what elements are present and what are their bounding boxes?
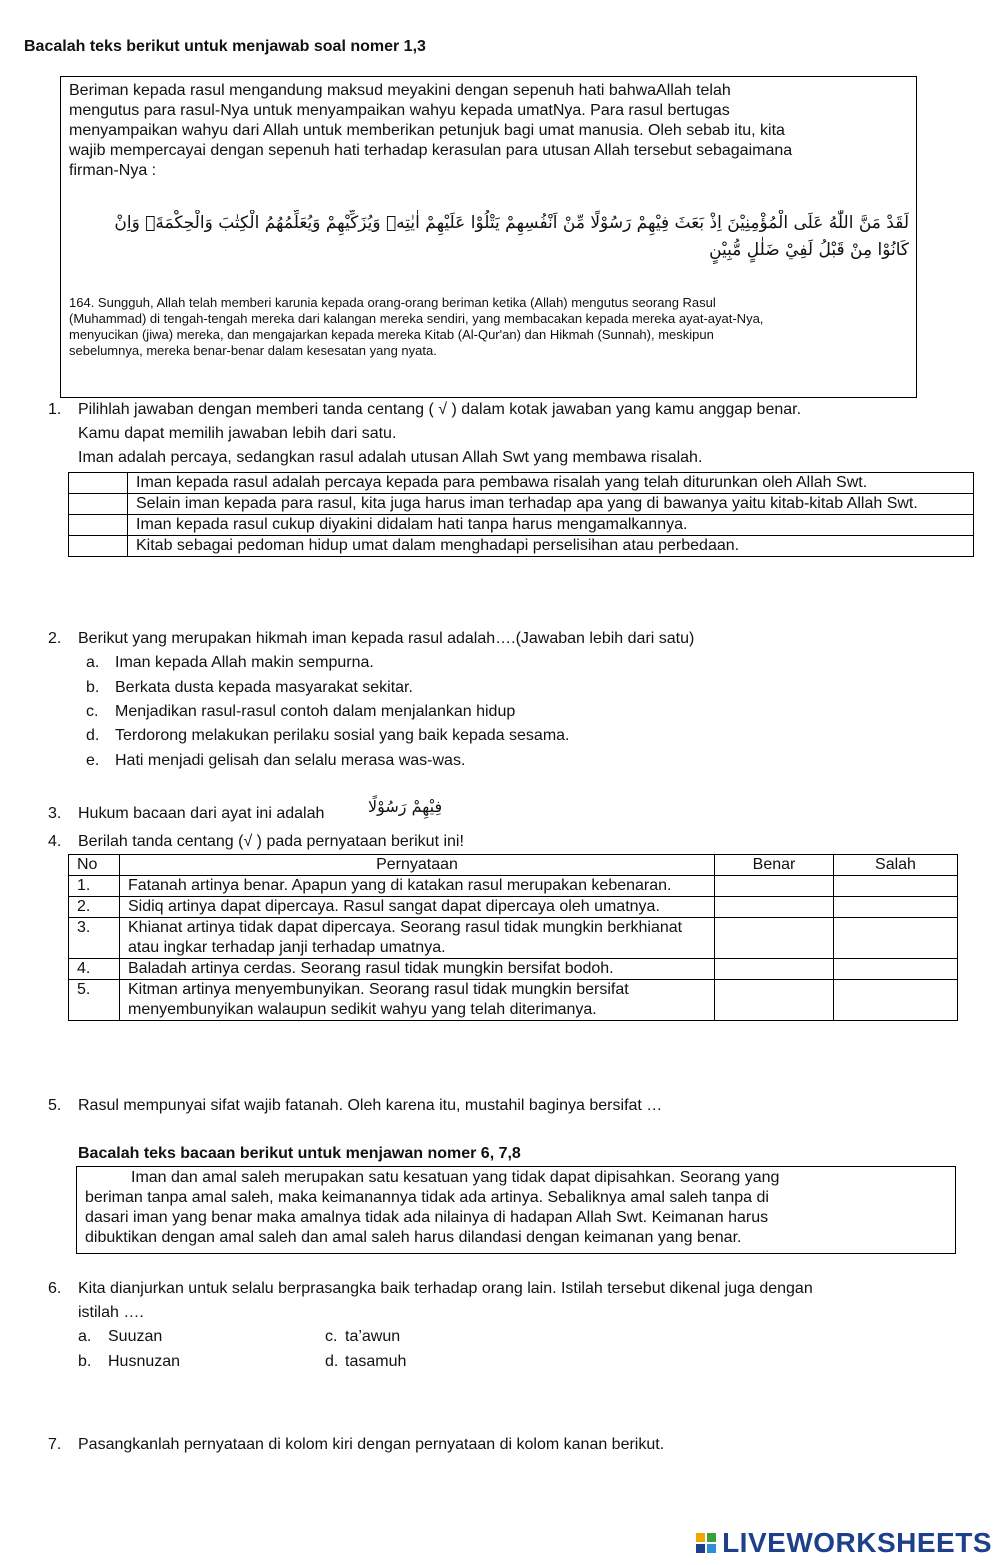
question-6-text — [78, 1279, 978, 1323]
true-checkbox-cell[interactable] — [715, 918, 834, 959]
table-row — [69, 473, 974, 494]
question-line: Iman adalah percaya, sedangkan rasul adalah utusan Allah Swt yang membawa risalah. — [78, 449, 703, 466]
option-text[interactable]: Iman kepada Allah makin sempurna. — [115, 654, 374, 671]
option-letter: d. — [325, 1353, 339, 1370]
question-2-text: Berikut yang merupakan hikmah iman kepada rasul adalah….(Jawaban lebih dari satu) — [78, 630, 695, 647]
checkbox-cell[interactable] — [69, 515, 128, 536]
reading-passage-1 — [60, 76, 917, 398]
question-5-text: Rasul mempunyai sifat wajib fatanah. Oleh karena itu, mustahil baginya bersifat … — [78, 1097, 663, 1114]
true-checkbox-cell[interactable] — [715, 959, 834, 980]
false-checkbox-cell[interactable] — [834, 959, 958, 980]
row-number: 4. — [69, 959, 120, 980]
passage-line: dasari iman yang benar maka amalnya tidak ada nilainya di hadapan Allah Swt. Keimanan harus — [85, 1209, 769, 1226]
question-7-text: Pasangkanlah pernyataan di kolom kiri dengan pernyataan di kolom kanan berikut. — [78, 1436, 665, 1453]
question-line: Pilihlah jawaban dengan memberi tanda centang ( √ ) dalam kotak jawaban yang kamu anggap benar. — [78, 401, 802, 418]
option-text[interactable]: Hati menjadi gelisah dan selalu merasa was-was. — [115, 752, 466, 769]
false-checkbox-cell[interactable] — [834, 897, 958, 918]
liveworksheets-logo-icon — [696, 1533, 716, 1553]
option-letter: c. — [325, 1328, 338, 1345]
option-text[interactable]: Berkata dusta kepada masyarakat sekitar. — [115, 679, 413, 696]
option-letter: b. — [86, 679, 100, 696]
verse-translation — [69, 295, 914, 359]
statement-text: Sidiq artinya dapat dipercaya. Rasul sangat dapat dipercaya oleh umatnya. — [120, 897, 715, 918]
column-header-no: No — [69, 855, 120, 876]
question-4-number: 4. — [48, 833, 62, 850]
passage-line: Iman dan amal saleh merupakan satu kesatuan yang tidak dapat dipisahkan. Seorang yang — [131, 1169, 780, 1186]
logo-square — [707, 1544, 716, 1553]
true-checkbox-cell[interactable] — [715, 876, 834, 897]
question-6-number: 6. — [48, 1280, 62, 1297]
question-1-number: 1. — [48, 401, 62, 418]
translation-line: (Muhammad) di tengah-tengah mereka dari kalangan mereka sendiri, yang membacakan kepada mereka ayat-ayat-Nya, — [69, 311, 764, 326]
logo-square — [696, 1544, 705, 1553]
passage-line: beriman tanpa amal saleh, maka keimanannya tidak ada artinya. Sebaliknya amal saleh tanpa di — [85, 1189, 769, 1206]
false-checkbox-cell[interactable] — [834, 980, 958, 1021]
passage-line: wajib mempercayai dengan sepenuh hati terhadap kerasulan para utusan Allah tersebut sebagaimana — [69, 142, 793, 159]
row-number: 5. — [69, 980, 120, 1021]
option-letter: e. — [86, 752, 100, 769]
statement-text: Fatanah artinya benar. Apapun yang di katakan rasul merupakan kebenaran. — [120, 876, 715, 897]
section-heading-1: Bacalah teks berikut untuk menjawab soal nomer 1,3 — [24, 38, 426, 55]
question-2-number: 2. — [48, 630, 62, 647]
translation-line: 164. Sungguh, Allah telah memberi karunia kepada orang-orang beriman ketika (Allah) mengutus seorang Rasul — [69, 295, 716, 310]
column-header-statement: Pernyataan — [120, 855, 715, 876]
question-7-number: 7. — [48, 1436, 62, 1453]
logo-square — [707, 1533, 716, 1542]
checkbox-cell[interactable] — [69, 473, 128, 494]
question-3-number: 3. — [48, 805, 62, 822]
table-row — [69, 515, 974, 536]
table-row — [69, 876, 958, 897]
statement-text: Khianat artinya tidak dapat dipercaya. Seorang rasul tidak mungkin berkhianat atau ingkar terhadap janji terhadap umatnya. — [120, 918, 715, 959]
quran-verse-line-1: لَقَدْ مَنَّ اللّٰهُ عَلَى الْمُؤْمِنِيْنَ اِذْ بَعَثَ فِيْهِمْ رَسُوْلًا مِّنْ اَنْفُسِهِمْ يَتْلُوْا عَلَيْهِمْ اٰيٰتِهٖ وَيُزَكِّيْهِمْ وَيُعَلِّمُهُمُ الْكِتٰبَ وَالْحِكْمَةَۚ وَاِنْ — [114, 213, 909, 233]
question-line: Kita dianjurkan untuk selalu berprasangka baik terhadap orang lain. Istilah tersebut dikenal juga dengan — [78, 1280, 813, 1297]
option-text: Iman kepada rasul adalah percaya kepada para pembawa risalah yang telah diturunkan oleh Allah Swt. — [128, 473, 974, 494]
false-checkbox-cell[interactable] — [834, 918, 958, 959]
passage-line: Beriman kepada rasul mengandung maksud meyakini dengan sepenuh hati bahwaAllah telah — [69, 82, 731, 99]
row-number: 1. — [69, 876, 120, 897]
table-row — [69, 959, 958, 980]
option-text[interactable]: tasamuh — [345, 1353, 407, 1370]
true-false-table — [68, 854, 958, 1021]
table-row — [69, 897, 958, 918]
checkbox-cell[interactable] — [69, 494, 128, 515]
option-letter: d. — [86, 727, 100, 744]
question-line: Kamu dapat memilih jawaban lebih dari satu. — [78, 425, 397, 442]
table-row — [69, 536, 974, 557]
option-text[interactable]: Husnuzan — [108, 1353, 181, 1370]
table-header-row — [69, 855, 958, 876]
quran-verse-line-2: كَانُوْا مِنْ قَبْلُ لَفِيْ ضَلٰلٍ مُّبِيْنٍ — [709, 240, 909, 260]
option-text: Iman kepada rasul cukup diyakini didalam hati tanpa harus mengamalkannya. — [128, 515, 974, 536]
reading-passage-2 — [76, 1166, 956, 1254]
question-3-text: Hukum bacaan dari ayat ini adalah — [78, 805, 325, 822]
logo-square — [696, 1533, 705, 1542]
checkbox-cell[interactable] — [69, 536, 128, 557]
translation-line: sebelumnya, mereka benar-benar dalam kesesatan yang nyata. — [69, 343, 437, 358]
column-header-false: Salah — [834, 855, 958, 876]
question-line: istilah …. — [78, 1304, 144, 1321]
passage-line: menyampaikan wahyu dari Allah untuk memberikan petunjuk bagi umat manusia. Oleh sebab itu, kita — [69, 122, 785, 139]
question-1-options-table — [68, 472, 974, 557]
table-row — [69, 980, 958, 1021]
passage-line: dibuktikan dengan amal saleh dan amal saleh harus dilandasi dengan keimanan yang benar. — [85, 1229, 742, 1246]
option-letter: b. — [78, 1353, 92, 1370]
question-1-text — [78, 400, 978, 468]
table-row — [69, 494, 974, 515]
section-heading-2: Bacalah teks bacaan berikut untuk menjawan nomer 6, 7,8 — [78, 1145, 521, 1162]
option-text[interactable]: ta’awun — [345, 1328, 401, 1345]
option-letter: a. — [78, 1328, 92, 1345]
option-text[interactable]: Terdorong melakukan perilaku sosial yang baik kepada sesama. — [115, 727, 570, 744]
statement-text: Baladah artinya cerdas. Seorang rasul tidak mungkin bersifat bodoh. — [120, 959, 715, 980]
passage-line: mengutus para rasul-Nya untuk menyampaikan wahyu kepada umatNya. Para rasul bertugas — [69, 102, 730, 119]
false-checkbox-cell[interactable] — [834, 876, 958, 897]
table-row — [69, 918, 958, 959]
liveworksheets-brand: LIVEWORKSHEETS — [722, 1527, 992, 1558]
true-checkbox-cell[interactable] — [715, 897, 834, 918]
column-header-true: Benar — [715, 855, 834, 876]
question-4-text: Berilah tanda centang (√ ) pada pernyataan berikut ini! — [78, 833, 464, 850]
passage-1-text — [69, 81, 909, 181]
option-letter: c. — [86, 703, 99, 720]
statement-text: Kitman artinya menyembunyikan. Seorang rasul tidak mungkin bersifat menyembunyikan walaupun sedikit wahyu yang telah diterimanya. — [120, 980, 715, 1021]
row-number: 3. — [69, 918, 120, 959]
translation-line: menyucikan (jiwa) mereka, dan mengajarkan kepada mereka Kitab (Al-Qur'an) dan Hikmah (Sunnah), meskipun — [69, 327, 714, 342]
passage-line: firman-Nya : — [69, 162, 157, 179]
passage-2-text — [85, 1168, 945, 1248]
question-5-number: 5. — [48, 1097, 62, 1114]
option-letter: a. — [86, 654, 100, 671]
option-text[interactable]: Suuzan — [108, 1328, 163, 1345]
liveworksheets-logo — [696, 1527, 992, 1559]
true-checkbox-cell[interactable] — [715, 980, 834, 1021]
option-text[interactable]: Menjadikan rasul-rasul contoh dalam menjalankan hidup — [115, 703, 516, 720]
row-number: 2. — [69, 897, 120, 918]
option-text: Selain iman kepada para rasul, kita juga harus iman terhadap apa yang di bawanya yaitu kitab-kitab Allah Swt. — [128, 494, 974, 515]
question-3-arabic: فِيْهِمْ رَسُوْلًا — [368, 797, 443, 816]
option-text: Kitab sebagai pedoman hidup umat dalam menghadapi perselisihan atau perbedaan. — [128, 536, 974, 557]
